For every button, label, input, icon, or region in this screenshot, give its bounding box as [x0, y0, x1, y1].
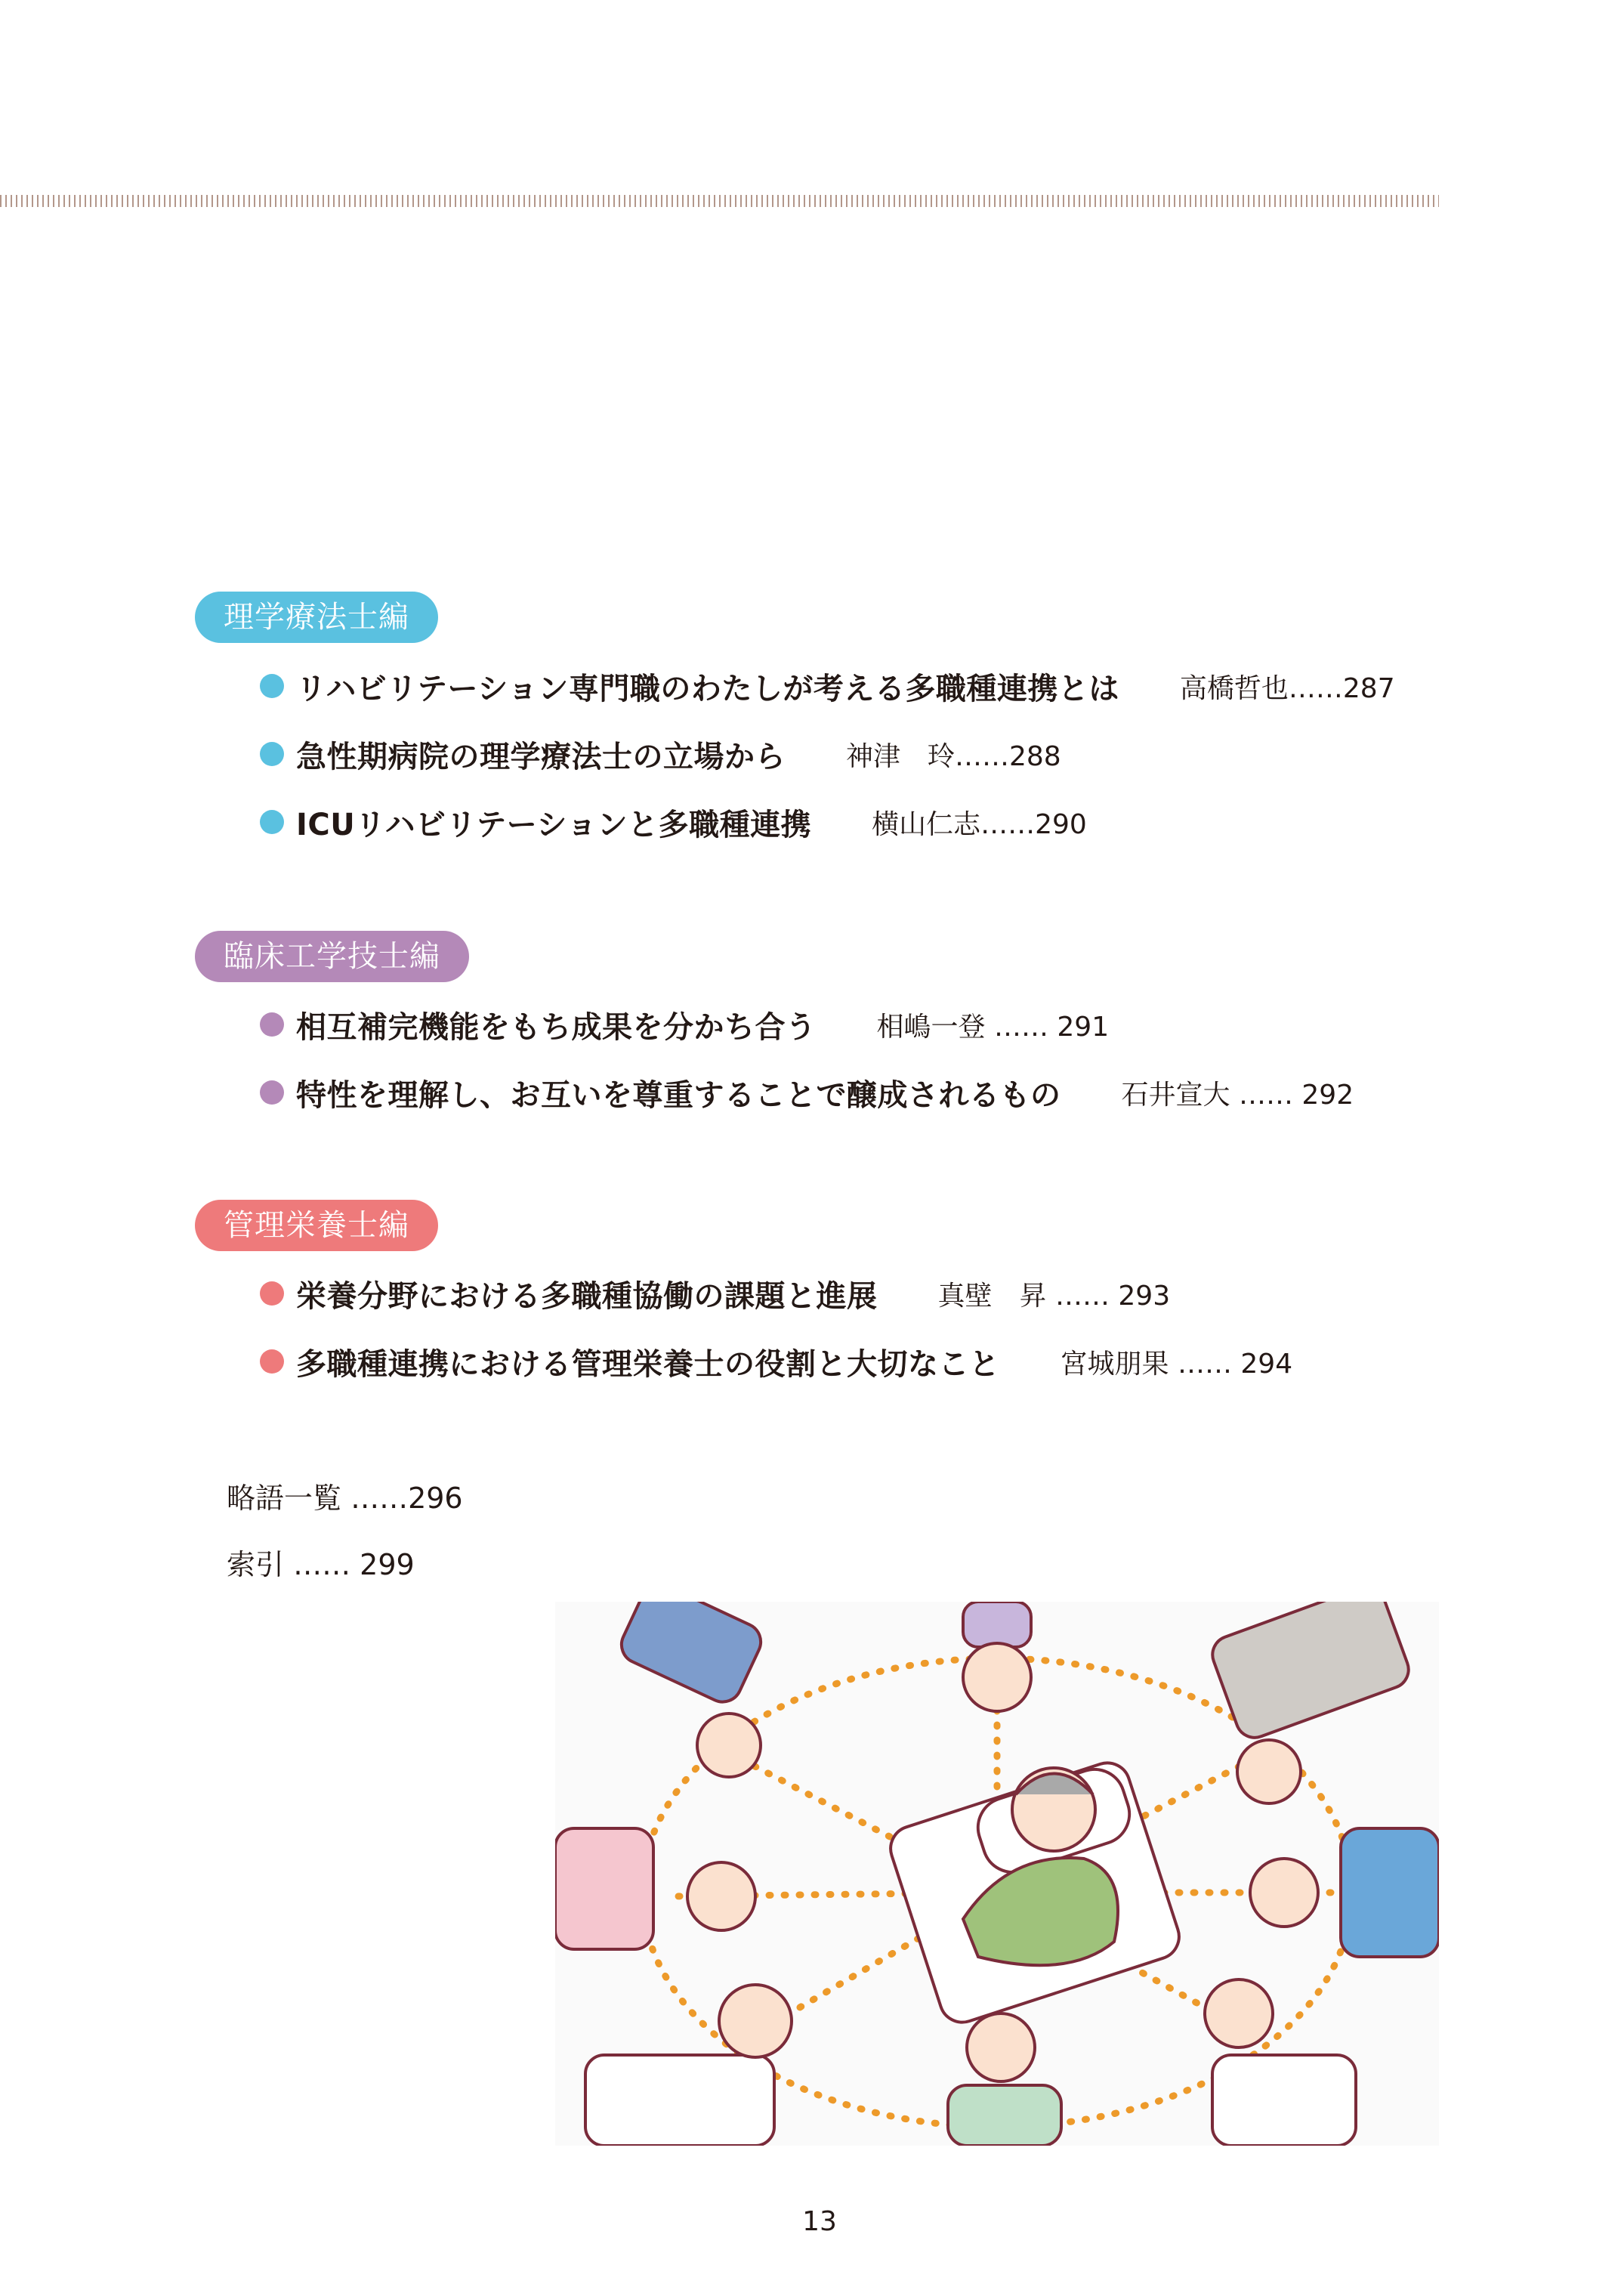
bullet-icon: [260, 1080, 284, 1105]
section-tag-physical-therapist: 理学療法士編: [195, 592, 438, 643]
toc-entry[interactable]: [260, 801, 1087, 843]
bullet-icon: [260, 1012, 284, 1037]
entry-author-page: 横山仁志……290: [872, 808, 1087, 840]
entry-author-page: 高橋哲也……287: [1179, 672, 1395, 704]
entry-author-page: 相嶋一登 …… 291: [876, 1011, 1110, 1043]
page-number: 13: [802, 2206, 837, 2237]
entry-title: 多職種連携における管理栄養士の役割と大切なこと: [296, 1346, 1000, 1382]
team-care-illustration: [555, 1602, 1439, 2146]
toc-entry[interactable]: [260, 1071, 1354, 1114]
entry-author-page: 真壁 昇 …… 293: [937, 1280, 1171, 1312]
toc-entry[interactable]: [260, 1272, 1170, 1315]
entry-title: 栄養分野における多職種協働の課題と進展: [296, 1278, 878, 1314]
entry-title: リハビリテーション専門職のわたしが考える多職種連携とは: [296, 671, 1119, 706]
index-link[interactable]: 索引 …… 299: [227, 1548, 415, 1581]
toc-entry[interactable]: [260, 1340, 1292, 1383]
section-tag-clinical-engineer: 臨床工学技士編: [195, 931, 469, 982]
bullet-icon: [260, 674, 284, 698]
entry-title: 特性を理解し、お互いを尊重することで醸成されるもの: [296, 1077, 1061, 1113]
toc-entry[interactable]: [260, 665, 1395, 707]
bullet-icon: [260, 1281, 284, 1306]
bullet-icon: [260, 810, 284, 834]
bullet-icon: [260, 742, 284, 766]
entry-author-page: 宮城朋果 …… 294: [1060, 1348, 1293, 1380]
entry-author-page: 石井宣大 …… 292: [1121, 1079, 1354, 1111]
toc-entry[interactable]: [260, 733, 1061, 775]
toc-entry[interactable]: [260, 1003, 1109, 1046]
decorative-dotted-rule: [0, 195, 1439, 207]
section-tag-dietitian: 管理栄養士編: [195, 1200, 438, 1251]
bullet-icon: [260, 1349, 284, 1374]
entry-title: 相互補完機能をもち成果を分かち合う: [296, 1009, 817, 1045]
entry-title: 急性期病院の理学療法士の立場から: [296, 739, 786, 774]
abbreviations-link[interactable]: 略語一覧 ……296: [227, 1482, 463, 1515]
entry-author-page: 神津 玲……288: [846, 740, 1061, 772]
entry-title: ICUリハビリテーションと多職種連携: [296, 807, 812, 842]
